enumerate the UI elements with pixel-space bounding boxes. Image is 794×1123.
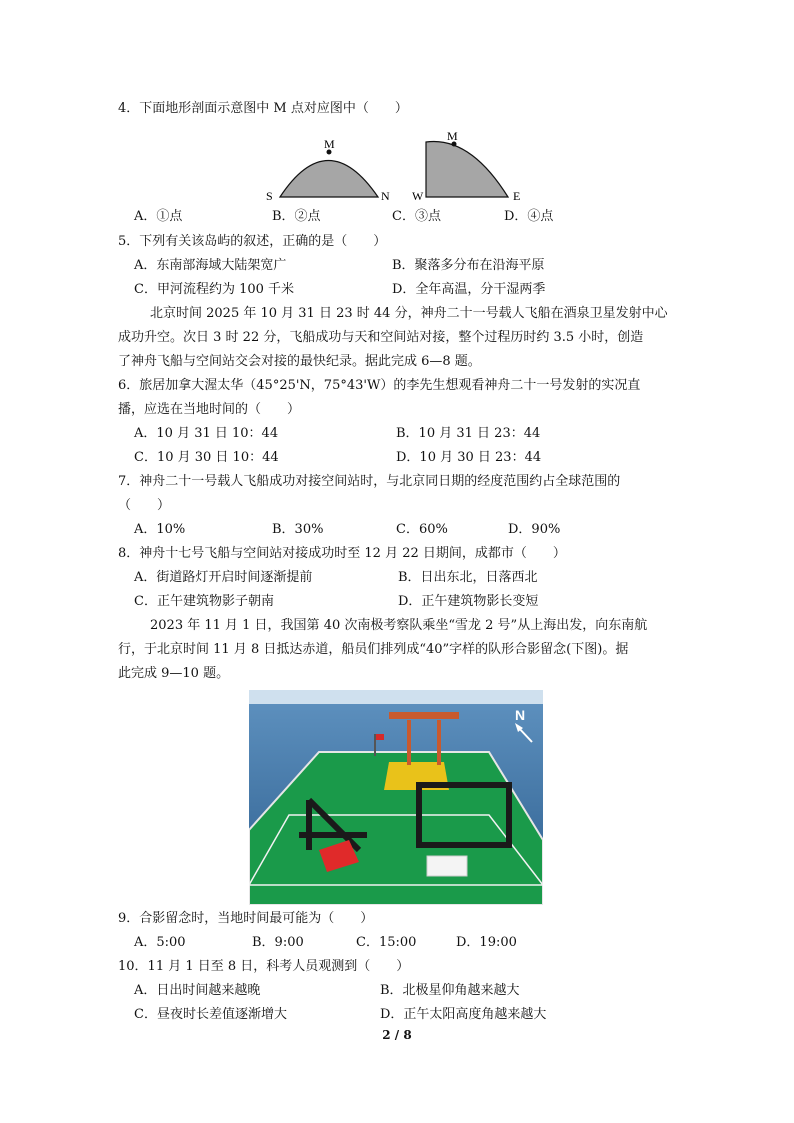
q7-stem-line1: 7．神舟二十一号载人飞船成功对接空间站时，与北京同日期的经度范围约占全球范围的 bbox=[118, 474, 621, 489]
q7-option-a[interactable]: A．10% bbox=[134, 522, 186, 537]
label-n: N bbox=[381, 189, 390, 203]
q8-option-d[interactable]: D．正午建筑物影长变短 bbox=[398, 594, 539, 609]
q4-stem: 4．下面地形剖面示意图中 M 点对应图中（ ） bbox=[118, 101, 408, 116]
q10-option-c[interactable]: C．昼夜时长差值逐渐增大 bbox=[134, 1007, 287, 1022]
q8-option-a[interactable]: A．街道路灯开启时间逐渐提前 bbox=[134, 570, 313, 585]
q9-option-a[interactable]: A．5:00 bbox=[134, 935, 186, 950]
q4-option-c[interactable]: C．③点 bbox=[392, 209, 441, 224]
q6-option-a[interactable]: A．10 月 31 日 10：44 bbox=[134, 426, 279, 441]
q6-option-d[interactable]: D．10 月 30 日 23：44 bbox=[396, 450, 542, 465]
q6-option-c[interactable]: C．10 月 30 日 10：44 bbox=[134, 450, 279, 465]
ship-deck-photo bbox=[249, 690, 543, 905]
passage1-line2: 成功升空。次日 3 时 22 分，飞船成功与天和空间站对接，整个过程历时约 3.5 小时，创造 bbox=[118, 330, 644, 345]
profile-shape-1 bbox=[280, 161, 378, 198]
passage2-line2: 行，于北京时间 11 月 8 日抵达赤道，船员们排列成“40”字样的队形合影留念(下图)。据 bbox=[118, 642, 629, 657]
q8-option-c[interactable]: C．正午建筑物影子朝南 bbox=[134, 594, 274, 609]
q7-stem-line2: （ ） bbox=[118, 498, 171, 513]
q5-option-a[interactable]: A．东南部海域大陆架宽广 bbox=[134, 258, 287, 273]
q9-stem: 9．合影留念时，当地时间最可能为（ ） bbox=[118, 911, 374, 926]
q5-option-b[interactable]: B．聚落多分布在沿海平原 bbox=[392, 258, 545, 273]
q5-option-c[interactable]: C．甲河流程约为 100 千米 bbox=[134, 282, 295, 297]
q4-option-b[interactable]: B．②点 bbox=[272, 209, 321, 224]
label-e: E bbox=[513, 189, 521, 203]
label-w: W bbox=[412, 189, 424, 203]
profile-diagram-we bbox=[410, 128, 530, 206]
label-s: S bbox=[266, 189, 273, 203]
mast-right bbox=[437, 720, 441, 765]
q6-stem-line2: 播，应选在当地时间的（ ） bbox=[118, 402, 301, 417]
north-label: N bbox=[515, 707, 526, 723]
mast-left bbox=[407, 720, 411, 765]
page-number: 2 / 8 bbox=[382, 1028, 412, 1042]
q10-option-d[interactable]: D．正午太阳高度角越来越大 bbox=[380, 1007, 547, 1022]
profile-diagram-sn bbox=[262, 134, 402, 206]
q8-stem: 8．神舟十七号飞船与空间站对接成功时至 12 月 22 日期间，成都市（ ） bbox=[118, 546, 566, 561]
label-m-2: M bbox=[447, 129, 458, 143]
passage2-line1: 2023 年 11 月 1 日，我国第 40 次南极考察队乘坐“雪龙 2 号”从上海出发，向东南航 bbox=[150, 618, 648, 633]
q9-option-d[interactable]: D．19:00 bbox=[456, 935, 517, 950]
q8-option-b[interactable]: B．日出东北，日落西北 bbox=[398, 570, 538, 585]
q6-stem-line1: 6．旅居加拿大渥太华（45°25'N，75°43'W）的李先生想观看神舟二十一号发射的实况直 bbox=[118, 378, 641, 393]
q7-option-b[interactable]: B．30% bbox=[272, 522, 324, 537]
q5-stem: 5．下列有关该岛屿的叙述，正确的是（ ） bbox=[118, 234, 387, 249]
q9-option-c[interactable]: C．15:00 bbox=[356, 935, 417, 950]
q5-option-d[interactable]: D．全年高温，分干湿两季 bbox=[392, 282, 546, 297]
team-banner bbox=[427, 856, 467, 876]
flagpole bbox=[374, 734, 376, 756]
photo-illustration bbox=[249, 690, 543, 905]
passage2-line3: 此完成 9—10 题。 bbox=[118, 666, 230, 681]
q7-option-c[interactable]: C．60% bbox=[396, 522, 448, 537]
q6-option-b[interactable]: B．10 月 31 日 23：44 bbox=[396, 426, 541, 441]
mast-crossbar bbox=[389, 712, 459, 719]
passage1-line1: 北京时间 2025 年 10 月 31 日 23 时 44 分，神舟二十一号载人飞船在酒泉卫星发射中心 bbox=[150, 306, 668, 321]
profile-shape-2 bbox=[426, 141, 508, 197]
q7-option-d[interactable]: D．90% bbox=[508, 522, 561, 537]
flag-small bbox=[376, 734, 384, 740]
q10-stem: 10．11 月 1 日至 8 日，科考人员观测到（ ） bbox=[118, 959, 410, 974]
q10-option-a[interactable]: A．日出时间越来越晚 bbox=[134, 983, 261, 998]
q4-option-a[interactable]: A．①点 bbox=[134, 209, 183, 224]
passage1-line3: 了神舟飞船与空间站交会对接的最快纪录。据此完成 6—8 题。 bbox=[118, 354, 481, 369]
q4-option-d[interactable]: D．④点 bbox=[504, 209, 554, 224]
sky bbox=[249, 690, 543, 704]
label-m-1: M bbox=[324, 137, 335, 151]
q10-option-b[interactable]: B．北极星仰角越来越大 bbox=[380, 983, 520, 998]
q9-option-b[interactable]: B．9:00 bbox=[252, 935, 304, 950]
